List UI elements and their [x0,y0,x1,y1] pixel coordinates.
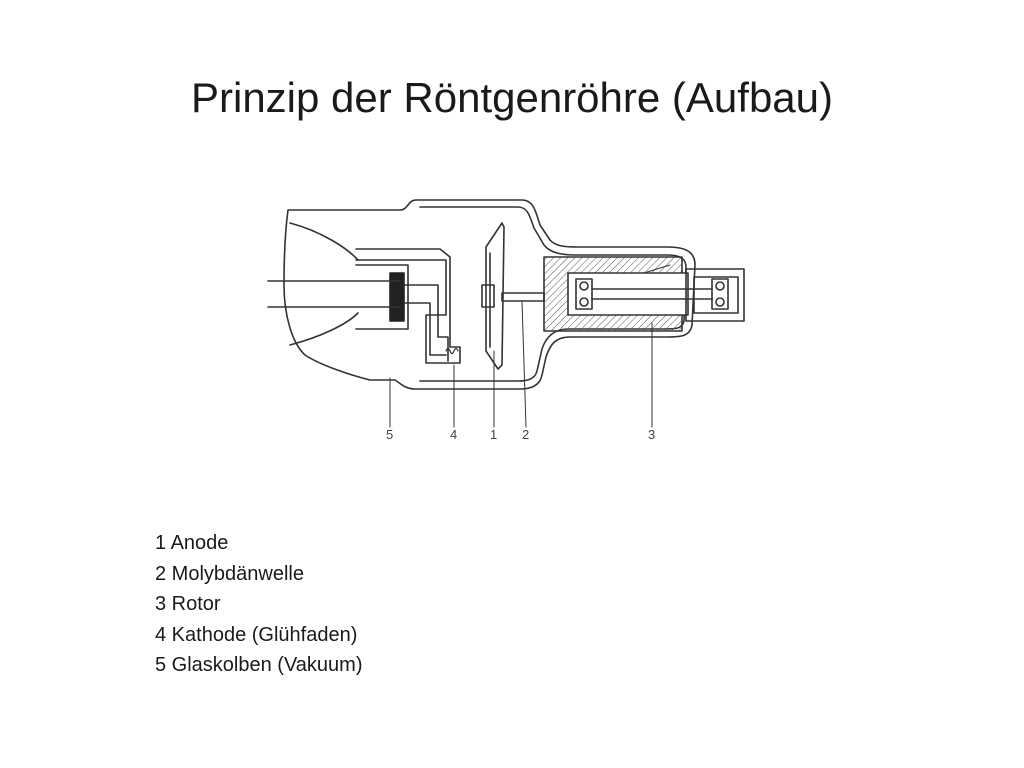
callout-4: 4 [450,427,458,442]
filament-lead-2 [404,303,446,355]
legend-list [155,528,555,681]
slide-title: Prinzip der Röntgenröhre (Aufbau) [190,74,834,121]
xray-tube-drawing [250,165,770,455]
envelope-neck [290,223,358,345]
legend-item-anode: 1 Anode [155,532,229,554]
bearing-right [712,279,728,309]
legend-item-glass-envelope: 5 Glaskolben (Vakuum) [155,654,363,676]
callout-3: 3 [648,427,656,442]
bearing-ball-3 [716,282,724,290]
rotor-sleeve-inner [694,277,738,313]
molybdenum-shaft [502,293,544,301]
leader-2 [522,301,526,427]
legend-item-molybdenum-shaft: 2 Molybdänwelle [155,562,304,585]
callout-5: 5 [386,427,394,442]
legend-item-rotor: 3 Rotor [155,593,221,615]
callout-1: 1 [490,427,498,442]
xray-tube-diagram [250,165,770,455]
callout-2: 2 [522,427,530,442]
legend-item-cathode: 4 Kathode (Glühfaden) [155,623,358,646]
bearing-ball-4 [716,298,724,306]
